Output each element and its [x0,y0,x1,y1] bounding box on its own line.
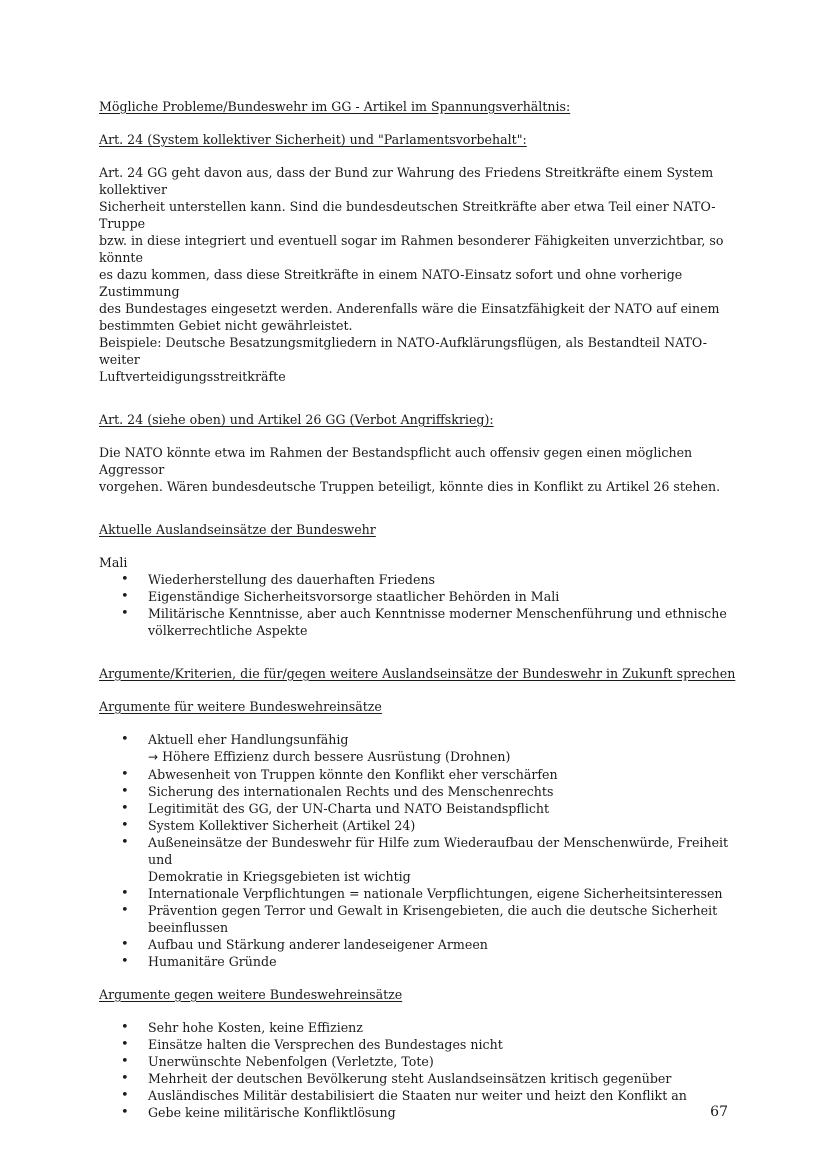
list-item: • Aktuell eher Handlungsunfähig → Höhere Effizienz durch bessere Ausrüstung (Drohnen) [99,731,739,766]
list-item: • Unerwünschte Nebenfolgen (Verletzte, Tote) [99,1053,739,1070]
list-item: • Außeneinsätze der Bundeswehr für Hilfe zum Wiederaufbau der Menschenwürde, Freiheit und Demokratie in Kriegsgebieten ist wichtig [99,834,739,885]
pro-heading: Argumente für weitere Bundeswehreinsätze [99,699,382,714]
arrow-right-icon: → [148,750,159,764]
text-line: bzw. in diese integriert und eventuell sogar im Rahmen besonderer Fähigkeiten unverzichtbar, so könnte [99,233,724,265]
list-item: • Aufbau und Stärkung anderer landeseigener Armeen [99,936,739,953]
list-item: • Wiederherstellung des dauerhaften Friedens [99,571,739,588]
text-line: Die NATO könnte etwa im Rahmen der Bestandspflicht auch offensiv gegen einen möglichen Aggressor [99,445,693,477]
page-number: 67 [710,1104,728,1120]
contra-list [99,1019,739,1121]
contra-heading: Argumente gegen weitere Bundeswehreinsätze [99,987,403,1002]
mali-list [99,571,739,639]
document-page [99,98,739,1121]
section-heading-art24-art26: Art. 24 (siehe oben) und Artikel 26 GG (Verbot Angriffskrieg): [99,412,494,427]
text-line: Sicherheit unterstellen kann. Sind die bundesdeutschen Streitkräfte aber etwa Teil einer NATO-Truppe [99,199,716,231]
list-item: • Eigenständige Sicherheitsvorsorge staatlicher Behörden in Mali [99,588,739,605]
list-item: • Internationale Verpflichtungen = nationale Verpflichtungen, eigene Sicherheitsinteressen [99,885,739,902]
paragraph-art26 [99,444,739,495]
text-line: bestimmten Gebiet nicht gewährleistet. [99,318,353,333]
main-heading: Mögliche Probleme/Bundeswehr im GG - Artikel im Spannungsverhältnis: [99,99,571,114]
list-item: • System Kollektiver Sicherheit (Artikel 24) [99,817,739,834]
text-line: vorgehen. Wären bundesdeutsche Truppen beteiligt, könnte dies in Konflikt zu Artikel 26 stehen. [99,479,721,494]
section-heading-argumente: Argumente/Kriterien, die für/gegen weitere Auslandseinsätze der Bundeswehr in Zukunft sprechen [99,666,736,681]
paragraph-art24 [99,164,739,385]
list-item: • Humanitäre Gründe [99,953,739,970]
text-line: des Bundestages eingesetzt werden. Anderenfalls wäre die Einsatzfähigkeit der NATO auf einem [99,301,720,316]
section-heading-art24: Art. 24 (System kollektiver Sicherheit) und "Parlamentsvorbehalt": [99,132,527,147]
list-item: • Sehr hohe Kosten, keine Effizienz [99,1019,739,1036]
list-item: • Militärische Kenntnisse, aber auch Kenntnisse moderner Menschenführung und ethnische völkerrechtliche Aspekte [99,605,739,639]
pro-list [99,731,739,970]
list-item: • Legitimität des GG, der UN-Charta und NATO Beistandspflicht [99,800,739,817]
list-item: • Sicherung des internationalen Rechts und des Menschenrechts [99,783,739,800]
list-item: • Abwesenheit von Truppen könnte den Konflikt eher verschärfen [99,766,739,783]
list-item: • Ausländisches Militär destabilisiert die Staaten nur weiter und heizt den Konflikt an [99,1087,739,1104]
list-item: • Prävention gegen Terror und Gewalt in Krisengebieten, die auch die deutsche Sicherheit beeinflussen [99,902,739,936]
text-line: Beispiele: Deutsche Besatzungsmitgliedern in NATO-Aufklärungsflügen, als Bestandteil NATO-weiter [99,335,707,367]
list-item: • Einsätze halten die Versprechen des Bundestages nicht [99,1036,739,1053]
country-label: Mali [99,555,128,570]
text-line: Luftverteidigungsstreitkräfte [99,369,286,384]
section-heading-auslandseinsaetze: Aktuelle Auslandseinsätze der Bundeswehr [99,522,376,537]
list-item: • Mehrheit der deutschen Bevölkerung steht Auslandseinsätzen kritisch gegenüber [99,1070,739,1087]
text-line: Art. 24 GG geht davon aus, dass der Bund zur Wahrung des Friedens Streitkräfte einem System kollektiver [99,165,714,197]
text-line: es dazu kommen, dass diese Streitkräfte in einem NATO-Einsatz sofort und ohne vorherige Zustimmung [99,267,683,299]
list-item: • Gebe keine militärische Konfliktlösung [99,1104,739,1121]
